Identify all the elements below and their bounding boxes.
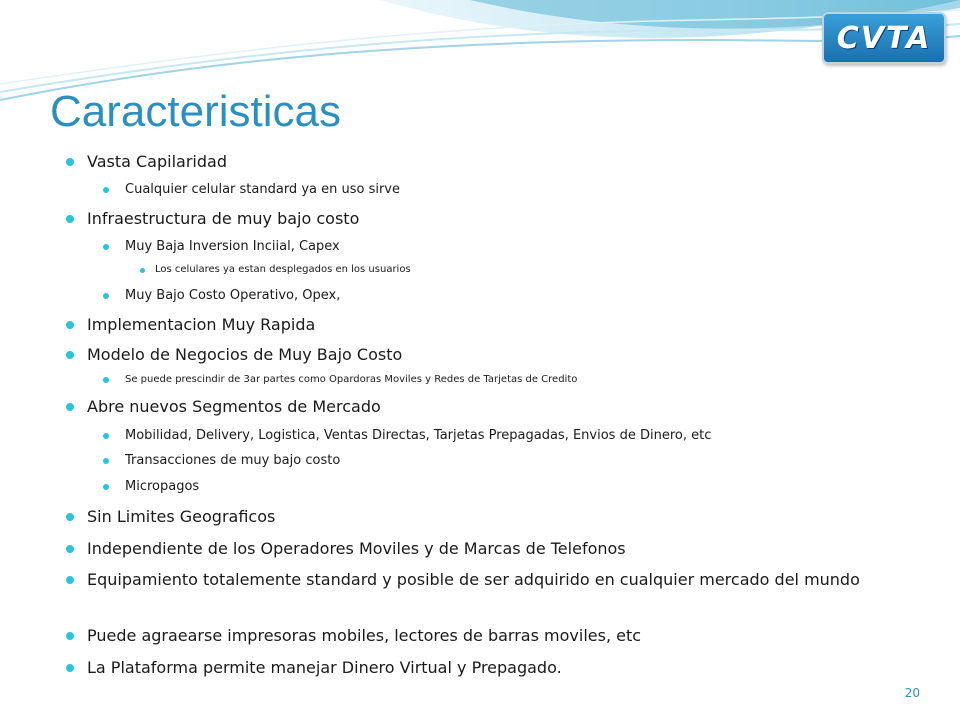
bullet-dot-icon [103,484,109,490]
bullet-text: Modelo de Negocios de Muy Bajo Costo [87,345,403,364]
bullet-text: Muy Baja Inversion Inciial, Capex [125,239,340,254]
bullet-dot-icon [103,458,109,464]
page-number: 20 [904,686,920,700]
bullet-item [66,207,864,231]
bullet-item [66,624,864,648]
bullet-text: Equipamiento totalemente standard y posible de ser adquirido en cualquier mercado del mundo [87,570,860,589]
bullet-item [103,424,864,448]
bullet-item [66,656,864,680]
bullet-dot-icon [66,215,74,223]
bullet-text: Vasta Capilaridad [87,152,227,171]
bullet-dot-icon [103,377,109,383]
bullet-item [103,475,864,499]
bullet-item [103,235,864,259]
bullet-dot-icon [66,513,74,521]
bullet-dot-icon [140,268,145,273]
bullet-dot-icon [66,576,74,584]
bullet-dot-icon [103,244,109,250]
bullet-item [103,178,864,202]
bullet-dot-icon [66,632,74,640]
bullet-dot-icon [66,351,74,359]
bullet-item [66,343,864,367]
bullet-text: Abre nuevos Segmentos de Mercado [87,397,381,416]
bullet-text: Mobilidad, Delivery, Logistica, Ventas Directas, Tarjetas Prepagadas, Envios de Dinero, etc [125,428,712,443]
bullet-item [103,449,864,473]
cvta-logo [822,12,946,64]
bullet-dot-icon [66,321,74,329]
bullet-text: Cualquier celular standard ya en uso sirve [125,182,400,197]
bullet-text: Transacciones de muy bajo costo [125,453,341,468]
bullet-text: Los celulares ya estan desplegados en los usuarios [155,264,411,275]
bullet-dot-icon [66,403,74,411]
bullet-text: Puede agraearse impresoras mobiles, lectores de barras moviles, etc [87,626,642,645]
bullet-text: Micropagos [125,479,200,494]
bullet-text: Infraestructura de muy bajo costo [87,209,360,228]
bullet-dot-icon [103,187,109,193]
bullet-text: La Plataforma permite manejar Dinero Virtual y Prepagado. [87,658,562,677]
bullet-text: Se puede prescindir de 3ar partes como Opardoras Moviles y Redes de Tarjetas de Credito [125,374,578,385]
bullet-item [140,262,864,278]
bullet-item [66,313,864,337]
bullet-dot-icon [66,158,74,166]
bullet-item [103,372,864,388]
bullet-text: Sin Limites Geograficos [87,507,276,526]
bullet-item [66,505,864,529]
bullet-dot-icon [66,545,74,553]
bullet-dot-icon [103,433,109,439]
bullet-item [66,537,864,561]
slide-title: Caracteristicas [50,87,341,136]
bullet-text: Implementacion Muy Rapida [87,315,316,334]
bullet-dot-icon [103,293,109,299]
bullet-text: Muy Bajo Costo Operativo, Opex, [125,288,341,303]
logo-text: CVTA [836,20,932,56]
bullet-text: Independiente de los Operadores Moviles y de Marcas de Telefonos [87,539,626,558]
bullet-dot-icon [66,664,74,672]
bullet-item [66,150,864,174]
bullet-item [66,395,864,419]
bullet-item [66,568,864,592]
bullet-item [103,284,864,308]
